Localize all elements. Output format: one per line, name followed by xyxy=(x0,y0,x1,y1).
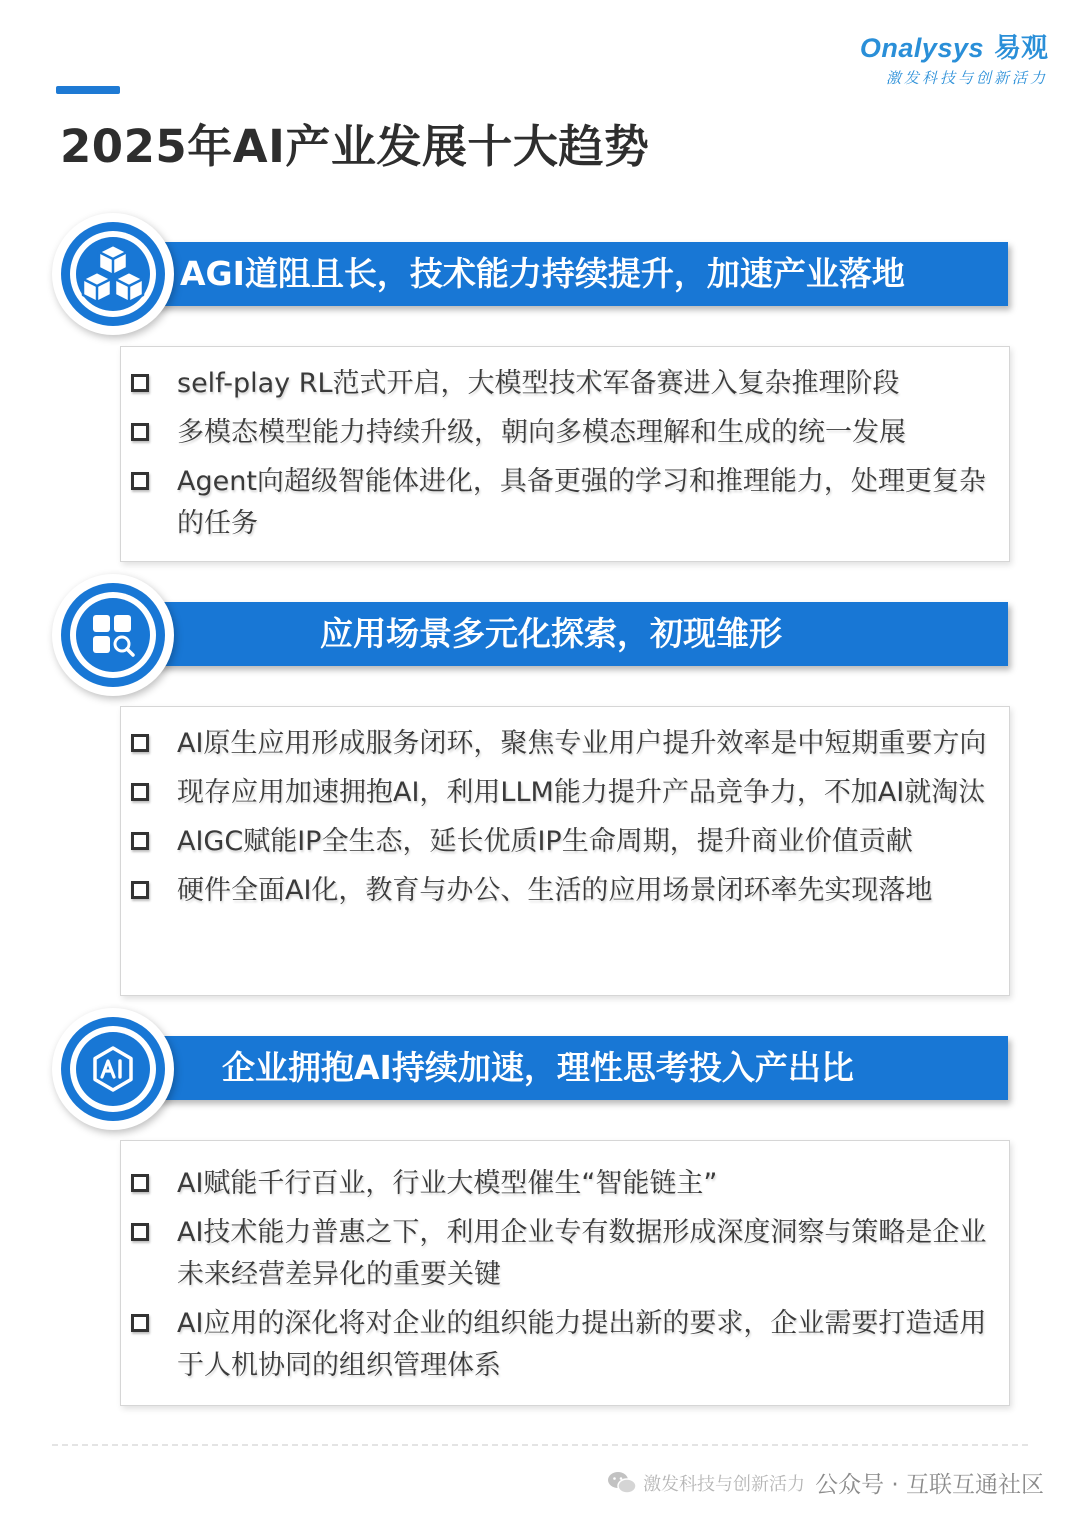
list-item: Agent向超级智能体进化，具备更强的学习和推理能力，处理更复杂的任务 xyxy=(131,461,989,545)
checkbox-icon xyxy=(131,374,149,392)
list-item: AI技术能力普惠之下，利用企业专有数据形成深度洞察与策略是企业未来经营差异化的重要关键 xyxy=(131,1212,989,1296)
checkbox-icon xyxy=(131,783,149,801)
logo-tagline: 激发科技与创新活力 xyxy=(885,69,1048,87)
checkbox-icon xyxy=(131,472,149,490)
list-item: AI赋能千行百业，行业大模型催生“智能链主” xyxy=(131,1163,989,1205)
footer-divider xyxy=(52,1444,1028,1446)
section-agi xyxy=(52,210,1012,566)
section-heading: 企业拥抱AI持续加速，理性思考投入产出比 xyxy=(222,1048,854,1087)
section-heading: AGI道阻且长，技术能力持续提升，加速产业落地 xyxy=(180,254,905,293)
list-item: AIGC赋能IP全生态，延长优质IP生命周期，提升商业价值贡献 xyxy=(131,821,989,863)
ai-chip-icon xyxy=(89,1045,137,1093)
list-item: 现存应用加速拥抱AI，利用LLM能力提升产品竞争力，不加AI就淘汰 xyxy=(131,772,989,814)
list-item: self-play RL范式开启，大模型技术军备赛进入复杂推理阶段 xyxy=(131,363,989,405)
checkbox-icon xyxy=(131,423,149,441)
section-heading: 应用场景多元化探索，初现雏形 xyxy=(320,614,782,653)
list-item: 多模态模型能力持续升级，朝向多模态理解和生成的统一发展 xyxy=(131,412,989,454)
app-grid-search-icon xyxy=(90,612,136,658)
section-applications xyxy=(52,572,1012,1000)
footer xyxy=(607,1466,1044,1499)
cubes-icon xyxy=(78,239,148,309)
section-bullet-box xyxy=(120,1140,1010,1406)
checkbox-icon xyxy=(131,881,149,899)
section-banner xyxy=(152,602,1008,666)
checkbox-icon xyxy=(131,1174,149,1192)
logo-chinese: 易观 xyxy=(994,33,1048,64)
wechat-icon xyxy=(607,1470,637,1496)
list-item: AI应用的深化将对企业的组织能力提出新的要求，企业需要打造适用于人机协同的组织管理体系 xyxy=(131,1303,989,1387)
section-banner xyxy=(152,1036,1008,1100)
list-item: 硬件全面AI化，教育与办公、生活的应用场景闭环率先实现落地 xyxy=(131,870,989,912)
checkbox-icon xyxy=(131,1314,149,1332)
section-badge xyxy=(52,213,174,335)
page-title: 2025年AI产业发展十大趋势 xyxy=(60,120,650,173)
section-bullet-box xyxy=(120,706,1010,996)
checkbox-icon xyxy=(131,832,149,850)
checkbox-icon xyxy=(131,1223,149,1241)
section-badge xyxy=(52,574,174,696)
logo-english: Onalysys xyxy=(859,33,984,63)
footer-source: 公众号 · 互联互通社区 xyxy=(815,1472,1044,1498)
section-bullet-box xyxy=(120,346,1010,562)
list-item: AI原生应用形成服务闭环，聚焦专业用户提升效率是中短期重要方向 xyxy=(131,723,989,765)
brand-logo xyxy=(838,26,1048,88)
footer-tagline: 激发科技与创新活力 xyxy=(643,1473,806,1495)
title-accent-bar xyxy=(56,86,120,94)
checkbox-icon xyxy=(131,734,149,752)
section-enterprise xyxy=(52,1006,1012,1410)
section-badge xyxy=(52,1008,174,1130)
section-banner xyxy=(152,242,1008,306)
